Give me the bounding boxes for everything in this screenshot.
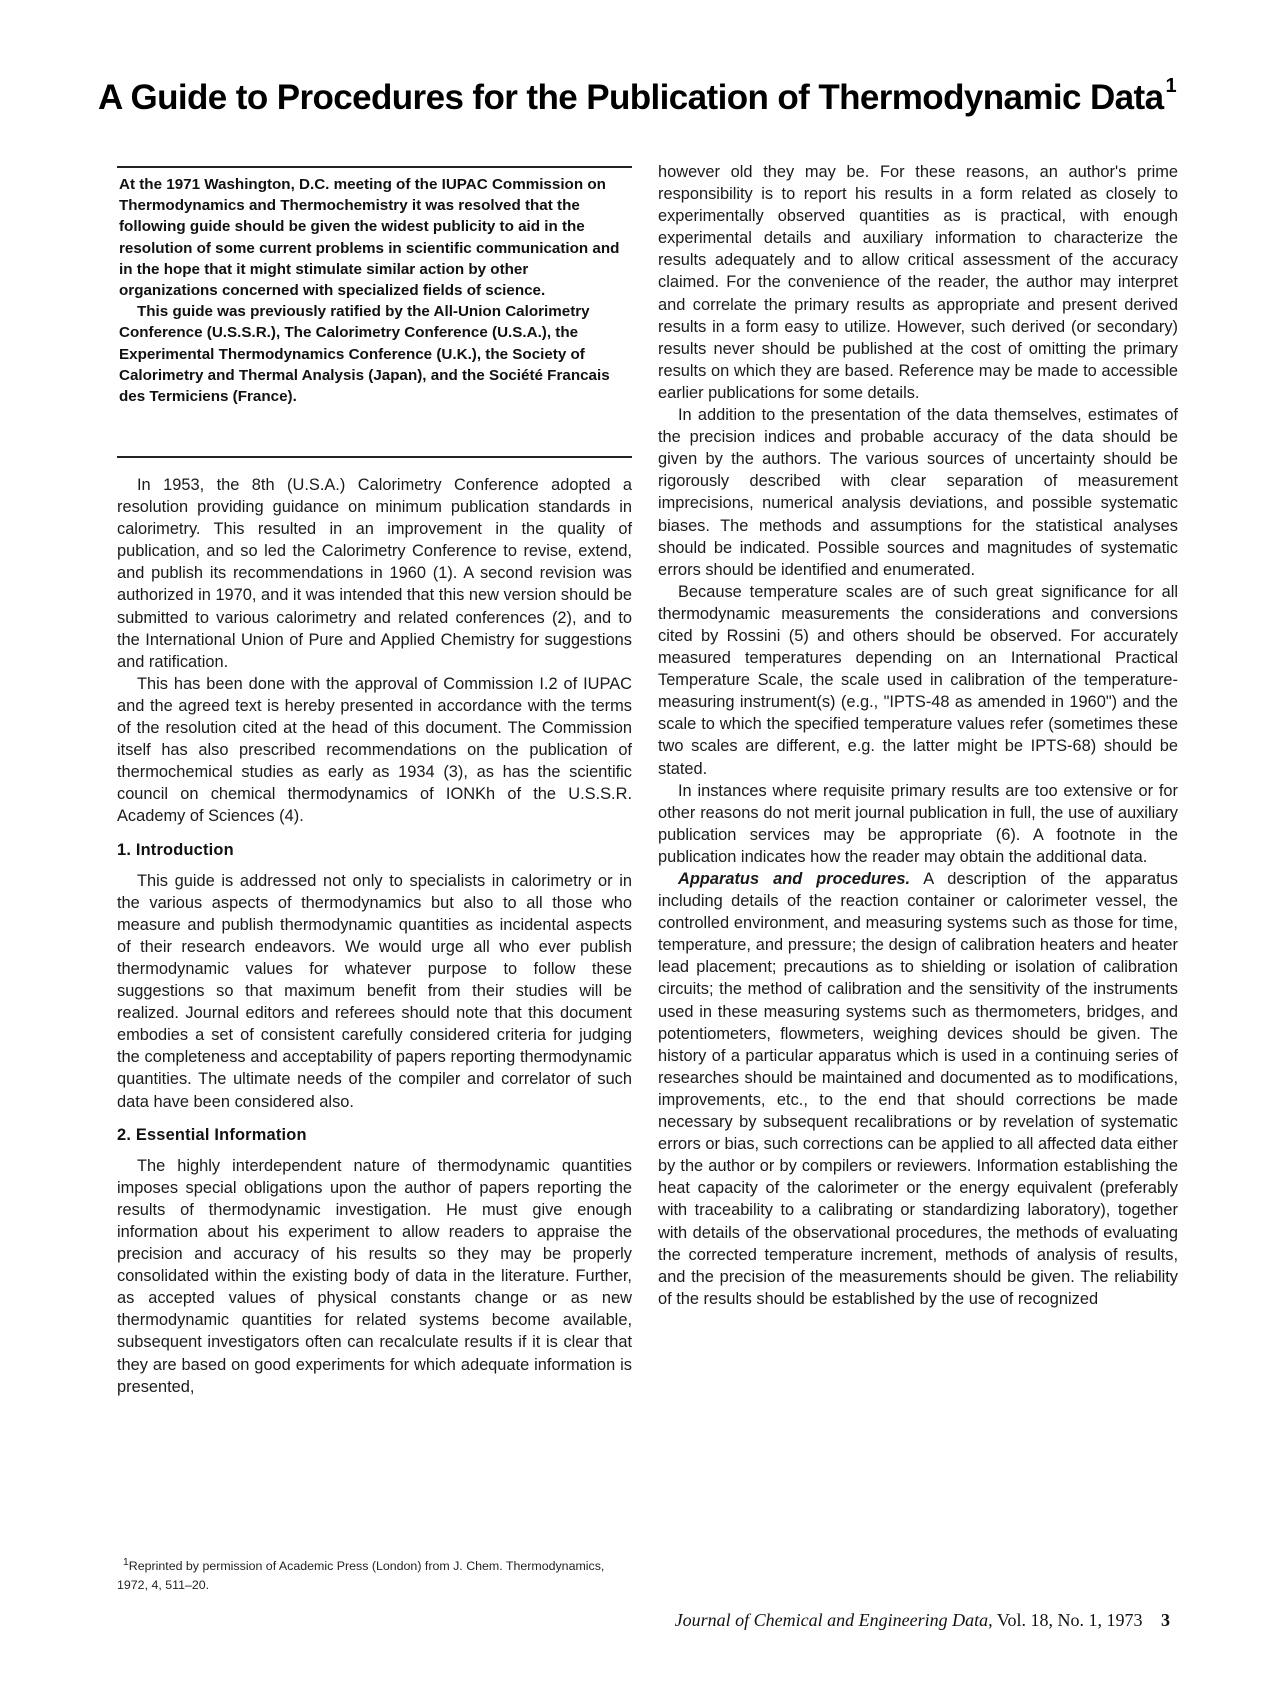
apparatus-runin-heading: Apparatus and procedures. bbox=[678, 870, 911, 888]
journal-name: Journal of Chemical and Engineering Data, bbox=[674, 1610, 993, 1630]
introduction-paragraph: This guide is addressed not only to specialists in calorimetry or in the various aspects of thermodynamics but also to all those who measure and publish thermodynamic quantities as incidental aspects of their research endeavors. We would urge all who ever publish thermodynamic values for whatever purpose to follow these suggestions so that maximum benefit from their studies will be realized. Journal editors and referees should note that this document embodies a set of consistent carefully considered criteria for judging the completeness and acceptability of papers reporting thermodynamic quantities. The ultimate needs of the compiler and correlator of such data have been considered also. bbox=[117, 871, 632, 1111]
right-paragraph-1: however old they may be. For these reasons, an author's prime responsibility is to report his results in a form related as closely to experimentally observed quantities as is practical, with enough experimental details and auxiliary information to characterize the results adequately and to allow critical assessment of the accuracy claimed. For the convenience of the reader, the author may interpret and correlate the primary results as appropriate and present derived results in a form easy to utilize. However, such derived (or secondary) results never should be published at the cost of omitting the primary results on which they are based. Reference may be made to accessible earlier publications for some details. bbox=[658, 163, 1178, 402]
right-paragraph-2: In addition to the presentation of the data themselves, estimates of the precision indices and probable accuracy of the data should be given by the authors. The various sources of uncertainty should be rigorously described with clear separation of measurement imprecisions, numerical analysis deviations, and possible systematic biases. The methods and assumptions for the statistical analyses should be indicated. Possible sources and magnitudes of systematic errors should be identified and enumerated. bbox=[658, 406, 1178, 579]
apparatus-paragraph bbox=[658, 868, 1178, 1310]
left-column bbox=[117, 474, 632, 1398]
running-footer bbox=[675, 1610, 1170, 1631]
intro-paragraph-2: This has been done with the approval of Commission I.2 of IUPAC and the agreed text is hereby presented in accordance with the terms of the resolution cited at the head of this document. The Commission itself has also prescribed recommendations on the publication of thermochemical studies as early as 1934 (3), as has the scientific council on chemical thermodynamics of IONKh of the U.S.S.R. Academy of Sciences (4). bbox=[117, 674, 632, 826]
abstract-paragraph-2: This guide was previously ratified by the All-Union Calorimetry Conference (U.S.S.R.), The Calorimetry Conference (U.S.A.), the Experimental Thermodynamics Conference (U.K.), the Society of Calorimetry and Thermal Analysis (Japan), and the Société Francais des Termiciens (France). bbox=[119, 303, 610, 406]
article-title: A Guide to Procedures for the Publication of Thermodynamic Data $^1$ bbox=[97, 75, 1177, 117]
essential-information-paragraph: The highly interdependent nature of thermodynamic quantities imposes special obligations upon the author of papers reporting the results of thermodynamic investigation. He must give enough information about his experiment to allow readers to appraise the precision and accuracy of his results so they may be properly consolidated within the existing body of data in the literature. Further, as accepted values of physical constants change or as new thermodynamic quantities for related systems become available, subsequent investigators often can recalculate results if it is clear that they are based on good experiments for which adequate information is presented, bbox=[117, 1156, 632, 1396]
section-heading-introduction: 1. Introduction bbox=[117, 840, 234, 859]
right-paragraph-3: Because temperature scales are of such great significance for all thermodynamic measurements the considerations and conversions cited by Rossini (5) and others should be observed. For accurately measured temperatures depending on an International Practical Temperature Scale, the scale used in calibration of the temperature-measuring instrument(s) (e.g., "IPTS-48 as amended in 1960") and the scale to which the specified temperature values refer (sometimes these two scales are different, e.g. the latter might be IPTS-68) should be stated. bbox=[658, 582, 1178, 778]
footnote bbox=[117, 1553, 632, 1595]
footnote-mark: 1 bbox=[123, 1557, 129, 1568]
title-footnote-mark: 1 bbox=[1165, 75, 1177, 98]
right-paragraph-4: In instances where requisite primary results are too extensive or for other reasons do not merit journal publication in full, the use of auxiliary publication services may be appropriate (6). A footnote in the publication indicates how the reader may obtain the additional data. bbox=[658, 781, 1178, 866]
right-column bbox=[658, 161, 1178, 1310]
volume-info: Vol. 18, No. 1, 1973 bbox=[996, 1610, 1143, 1630]
page-number: 3 bbox=[1161, 1610, 1170, 1630]
footnote-text: Reprinted by permission of Academic Press (London) from J. Chem. Thermodynamics, 1972, 4, 511–20. bbox=[117, 1559, 605, 1593]
intro-paragraph-1: In 1953, the 8th (U.S.A.) Calorimetry Conference adopted a resolution providing guidance on minimum publication standards in calorimetry. This resulted in an improvement in the quality of publication, and so led the Calorimetry Conference to revise, extend, and publish its recommendations in 1960 (1). A second revision was authorized in 1970, and it was intended that this new version should be submitted to various calorimetry and related conferences (2), and to the International Union of Pure and Applied Chemistry for suggestions and ratification. bbox=[117, 476, 632, 671]
abstract-paragraph-1: At the 1971 Washington, D.C. meeting of the IUPAC Commission on Thermodynamics and Thermochemistry it was resolved that the following guide should be given the widest publicity to aid in the resolution of some current problems in scientific communication and in the hope that it might stimulate similar action by other organizations concerned with specialized fields of science. bbox=[119, 176, 620, 300]
abstract-box bbox=[117, 166, 632, 458]
apparatus-text: A description of the apparatus including details of the reaction container or calorimeter vessel, the controlled environment, and measuring systems such as those for time, temperature, and pressure; the design of calibration heaters and heater lead placement; precautions as to shielding or isolation of calibration circuits; the method of calibration and the sensitivity of the instruments used in these measuring systems such as thermometers, bridges, and potentiometers, flowmeters, weighing devices should be given. The history of a particular apparatus which is used in a continuing series of researches should be maintained and documented as to modifications, improvements, etc., to the end that should corrections be made necessary by subsequent recalibrations or by revelation of systematic errors or bias, such corrections can be applied to all affected data either by the author or by compilers or reviewers. Information establishing the heat capacity of the calorimeter or the energy equivalent (preferably with traceability to a calibrating or standardizing laboratory), together with details of the observational procedures, the methods of evaluating the corrected temperature increment, methods of analysis of results, and the precision of the measurements should be given. The reliability of the results should be established by the use of recognized bbox=[658, 870, 1178, 1308]
section-heading-essential-information: 2. Essential Information bbox=[117, 1125, 307, 1144]
